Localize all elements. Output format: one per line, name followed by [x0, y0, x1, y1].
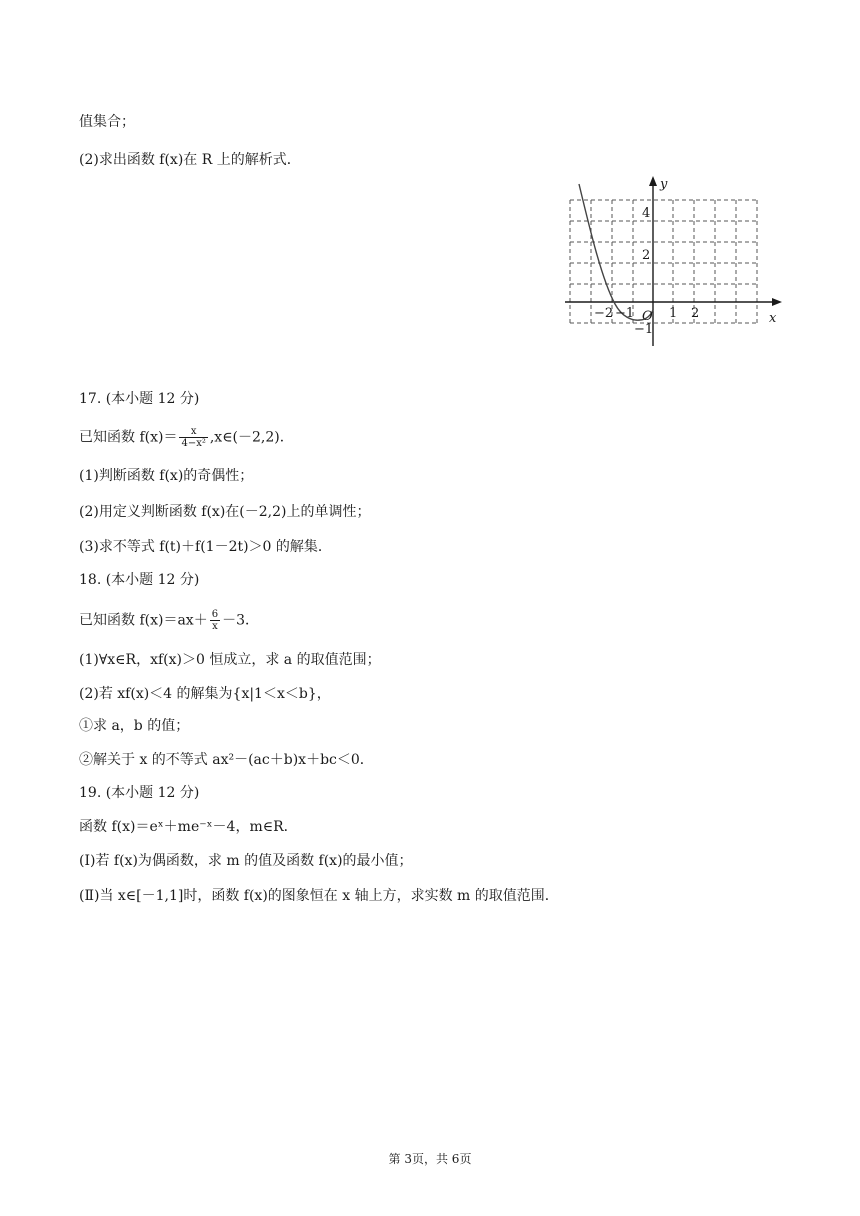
- x-axis-arrow-icon: [772, 298, 782, 306]
- x-axis-label: x: [769, 311, 777, 326]
- q17-def-post: ,x∈(－2,2)．: [209, 429, 294, 446]
- text-line: (2)求出函数 f(x)在 R 上的解析式．: [79, 152, 301, 168]
- x-tick-label: −1: [615, 306, 635, 321]
- y-axis-label: y: [660, 177, 668, 192]
- y-axis-arrow-icon: [649, 176, 657, 186]
- text-line: 值集合；: [79, 114, 135, 130]
- question-header: 18. (本小题 12 分): [79, 572, 200, 588]
- text-line: (2)若 xf(x)＜4 的解集为{x|1＜x＜b}，: [79, 686, 331, 702]
- q18-def-pre: 已知函数 f(x)＝ax＋: [79, 612, 208, 629]
- text-line: (1)判断函数 f(x)的奇偶性；: [79, 468, 254, 484]
- text-line: 函数 f(x)＝eˣ＋me⁻ˣ－4，m∈R．: [79, 819, 298, 835]
- origin-label: O: [642, 309, 653, 324]
- text-line: ②解关于 x 的不等式 ax²－(ac＋b)x＋bc＜0．: [79, 752, 374, 768]
- q17-def-pre: 已知函数 f(x)＝: [79, 429, 178, 446]
- q17-definition: [79, 426, 294, 449]
- question-header: 17. (本小题 12 分): [79, 391, 200, 407]
- text-line: (1)∀x∈R，xf(x)＞0 恒成立，求 a 的取值范围；: [79, 652, 381, 668]
- page-footer: 第 3页，共 6页: [388, 1152, 472, 1166]
- q18-fraction: [210, 609, 220, 632]
- text-line: (Ⅱ)当 x∈[－1,1]时，函数 f(x)的图象恒在 x 轴上方，求实数 m 的取值范围．: [79, 888, 559, 904]
- text-line: ①求 a，b 的值；: [79, 718, 190, 734]
- y-tick-label: 2: [642, 248, 651, 263]
- y-tick-label: 4: [642, 206, 651, 221]
- text-line: (2)用定义判断函数 f(x)在(－2,2)上的单调性；: [79, 504, 371, 520]
- x-tick-label: 1: [669, 306, 678, 321]
- x-tick-label: −2: [594, 306, 614, 321]
- text-line: (3)求不等式 f(t)＋f(1－2t)＞0 的解集．: [79, 539, 332, 555]
- q18-definition: [79, 609, 259, 632]
- q17-numerator: x: [179, 426, 207, 438]
- q18-numerator: 6: [211, 609, 219, 620]
- text-line: (Ⅰ)若 f(x)为偶函数，求 m 的值及函数 f(x)的最小值；: [79, 853, 413, 869]
- question-header: 19. (本小题 12 分): [79, 785, 200, 801]
- q18-def-post: －3．: [222, 612, 259, 629]
- q17-denominator: 4−x²: [181, 438, 206, 449]
- q17-fraction: [179, 426, 207, 449]
- function-graph: [560, 170, 785, 354]
- grid: [570, 200, 757, 323]
- graph-svg: [560, 170, 785, 350]
- x-tick-label: 2: [691, 306, 700, 321]
- y-tick-label: −1: [634, 322, 654, 337]
- q18-denominator: x: [212, 621, 218, 632]
